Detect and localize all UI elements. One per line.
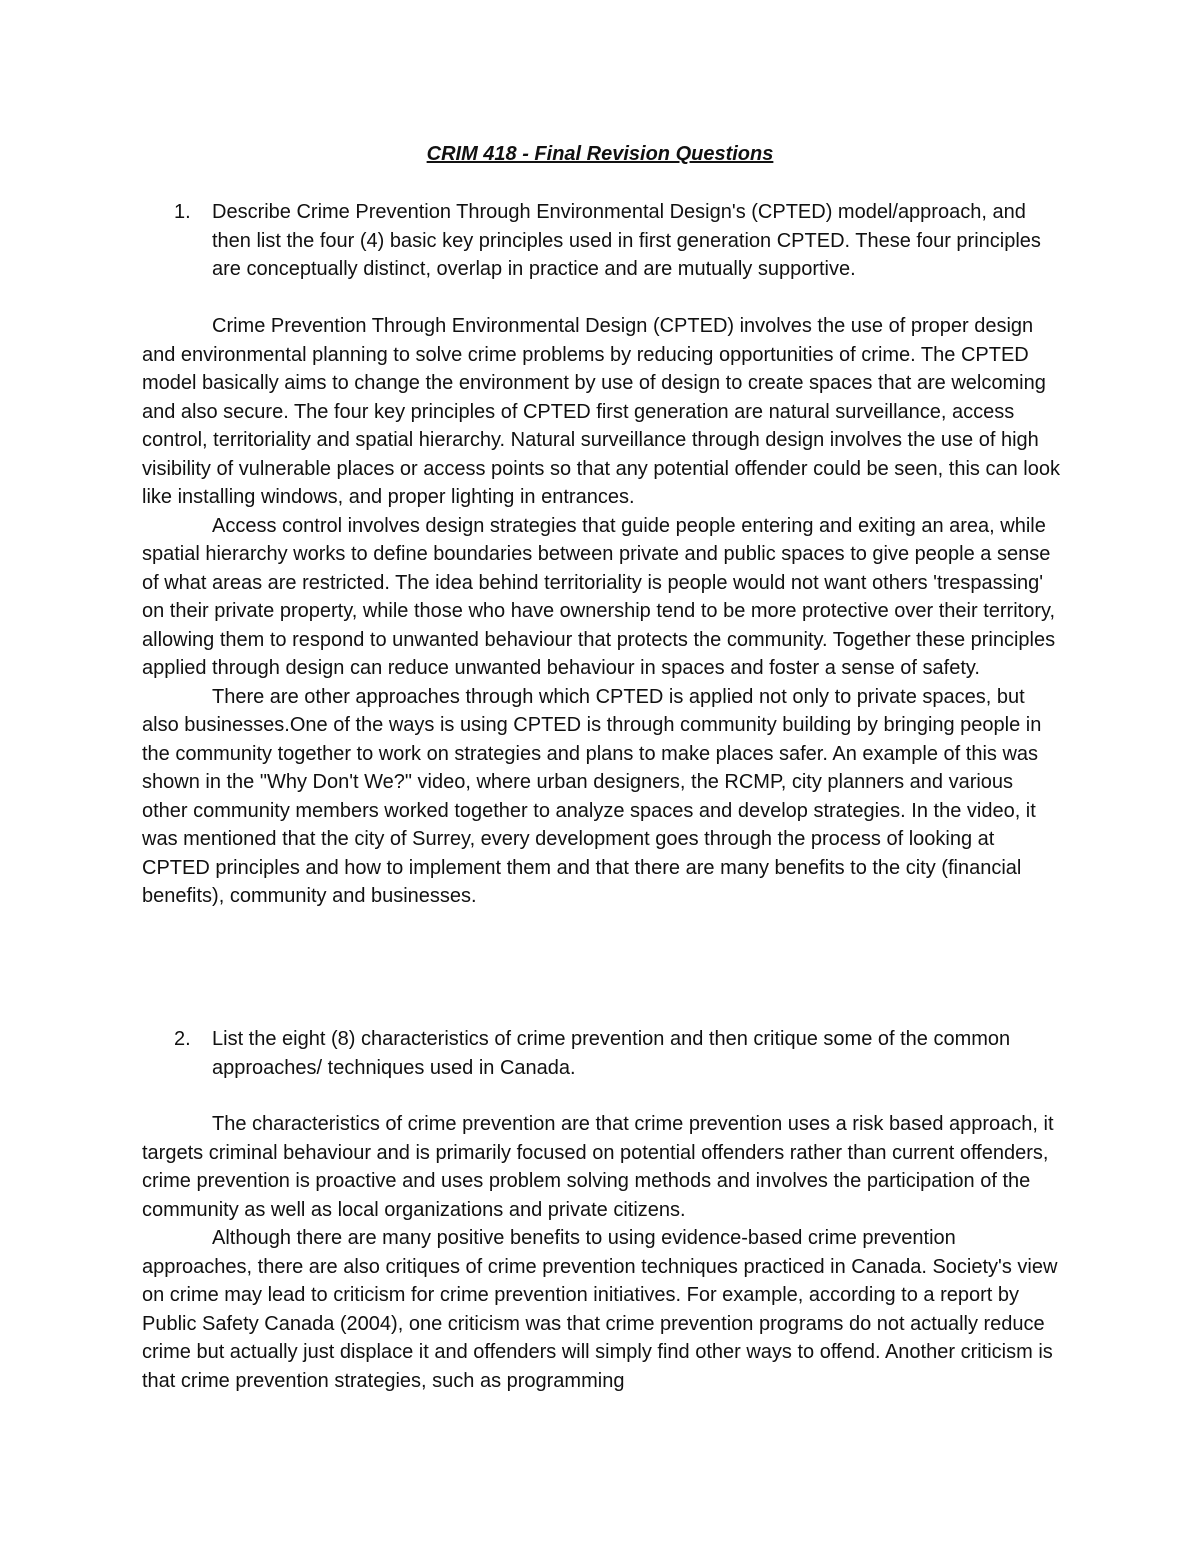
answer-paragraph: There are other approaches through which CPTED is applied not only to private spaces, but also businesses.One of the ways is using CPTED is through community building by bringing people in the community together to work on strategies and plans to make places safer. An example of this was shown in the "Why Don't We?" video, where urban designers, the RCMP, city planners and various other community members worked together to analyze spaces and develop strategies. In the video, it was mentioned that the city of Surrey, every development goes through the process of looking at CPTED principles and how to implement them and that there are many benefits to the city (financial benefits), community and businesses.: [142, 685, 1042, 907]
answer-2: [142, 1110, 1062, 1395]
answer-paragraph: Although there are many positive benefits to using evidence-based crime prevention approaches, there are also critiques of crime prevention techniques practiced in Canada. Society's view on crime may lead to criticism for crime prevention initiatives. For example, according to a report by Public Safety Canada (2004), one criticism was that crime prevention programs do not actually reduce crime but actually just displace it and offenders will simply find other ways to offend. Another criticism is that crime prevention strategies, such as programming: [142, 1227, 1058, 1392]
answer-paragraph: Crime Prevention Through Environmental Design (CPTED) involves the use of proper design and environmental planning to solve crime problems by reducing opportunities of crime. The CPTED model basically aims to change the environment by use of design to create spaces that are welcoming and also secure. The four key principles of CPTED first generation are natural surveillance, access control, territoriality and spatial hierarchy. Natural surveillance through design involves the use of high visibility of vulnerable places or access points so that any potential offender could be seen, this can look like installing windows, and proper lighting in entrances.: [142, 315, 1060, 508]
document-title: CRIM 418 - Final Revision Questions: [426, 143, 774, 165]
question-text: List the eight (8) characteristics of crime prevention and then critique some of the common approaches/ techniques used in Canada.: [212, 1028, 1011, 1079]
answer-paragraph: The characteristics of crime prevention are that crime prevention uses a risk based approach, it targets criminal behaviour and is primarily focused on potential offenders rather than current offenders, crime prevention is proactive and uses problem solving methods and involves the participation of the community as well as local organizations and private citizens.: [142, 1113, 1054, 1221]
answer-1: [142, 312, 1062, 911]
question-number: 1.: [174, 201, 191, 223]
question-text: Describe Crime Prevention Through Environmental Design's (CPTED) model/approach, and then list the four (4) basic key principles used in first generation CPTED. These four principles are conceptually distinct, overlap in practice and are mutually supportive.: [212, 201, 1041, 280]
question-2: [142, 1025, 1062, 1082]
question-number: 2.: [174, 1028, 191, 1050]
answer-paragraph: Access control involves design strategies that guide people entering and exiting an area, while spatial hierarchy works to define boundaries between private and public spaces to give people a sense of what areas are restricted. The idea behind territoriality is people would not want others 'trespassing' on their private property, while those who have ownership tend to be more protective over their territory, allowing them to respond to unwanted behaviour that protects the community. Together these principles applied through design can reduce unwanted behaviour in spaces and foster a sense of safety.: [142, 514, 1056, 679]
question-1: [142, 198, 1062, 284]
